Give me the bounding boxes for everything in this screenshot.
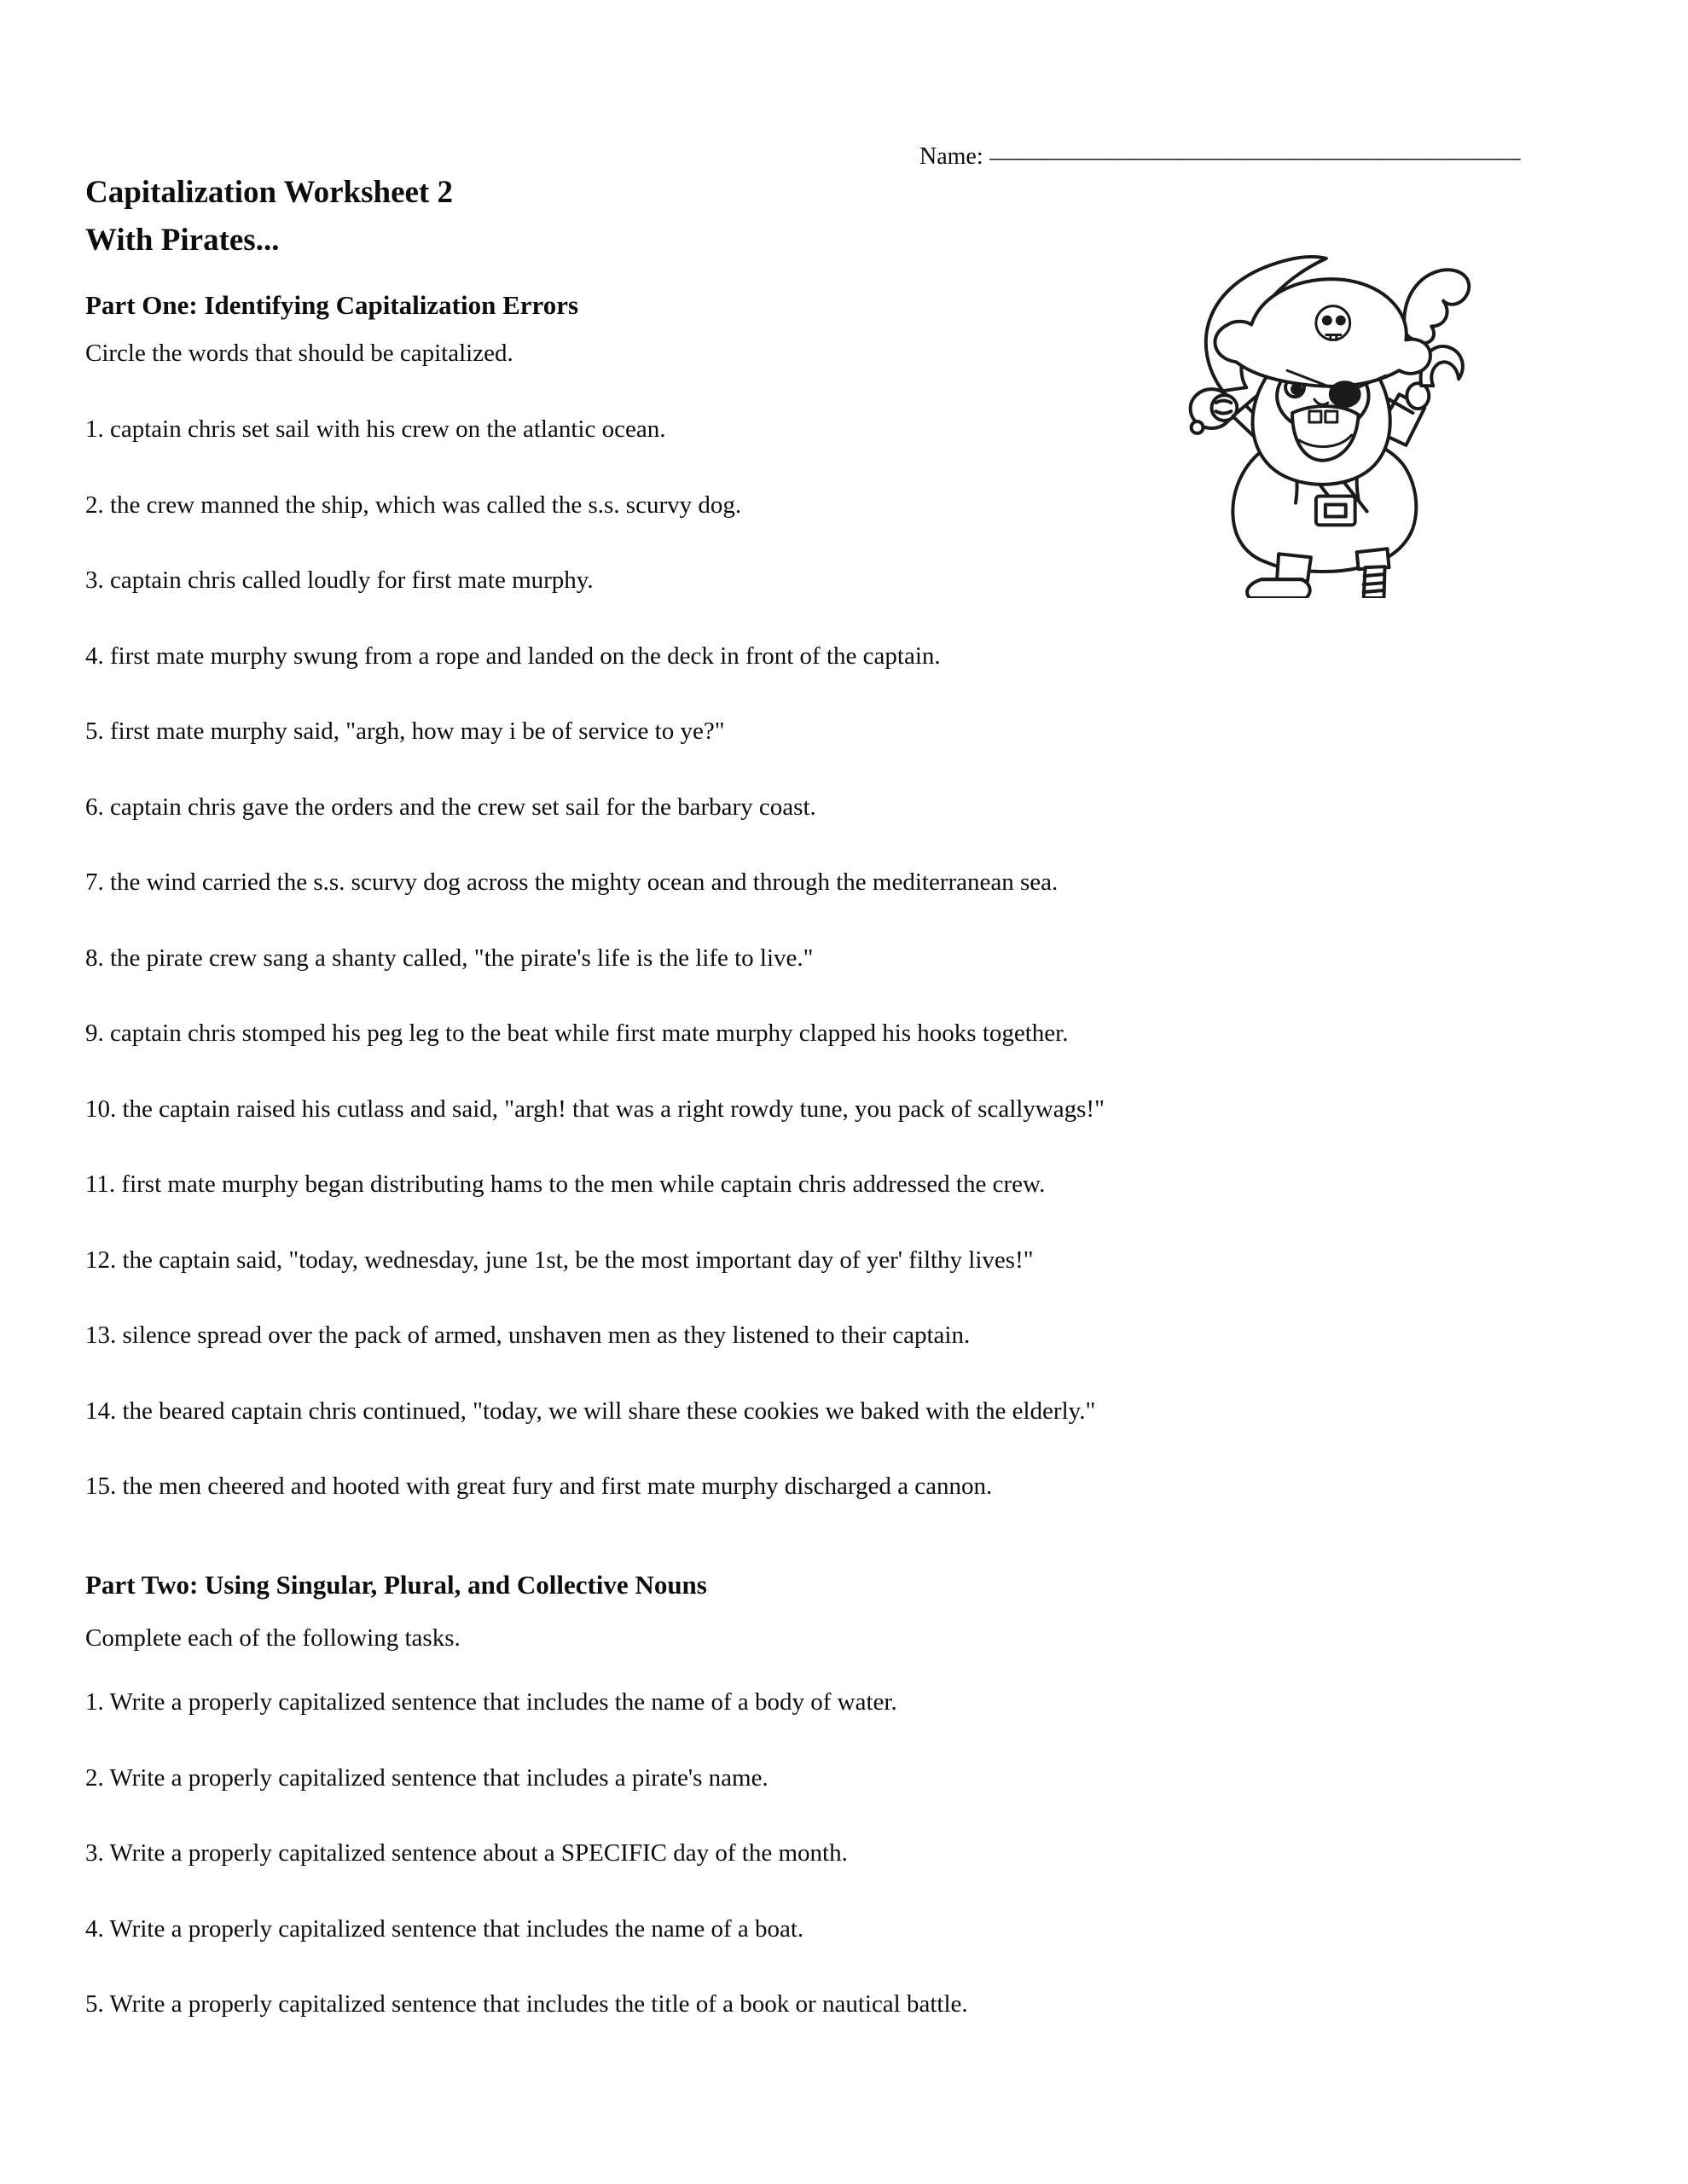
part-one-item-1: 1. captain chris set sail with his crew on the atlantic ocean. bbox=[85, 415, 666, 443]
worksheet-subtitle: With Pirates... bbox=[85, 223, 280, 258]
part-one-item-10: 10. the captain raised his cutlass and said, "argh! that was a right rowdy tune, you pack of scallywags!" bbox=[85, 1095, 1105, 1123]
name-field bbox=[919, 136, 1521, 171]
part-two-item-5: 5. Write a properly capitalized sentence that includes the title of a book or nautical battle. bbox=[85, 1990, 968, 2018]
part-one-item-7: 7. the wind carried the s.s. scurvy dog across the mighty ocean and through the mediterranean sea. bbox=[85, 868, 1059, 896]
worksheet-title: Capitalization Worksheet 2 bbox=[85, 175, 453, 210]
part-one-item-3: 3. captain chris called loudly for first mate murphy. bbox=[85, 566, 594, 594]
part-one-item-11: 11. first mate murphy began distributing hams to the men while captain chris addressed the crew. bbox=[85, 1170, 1046, 1198]
part-two-item-1: 1. Write a properly capitalized sentence that includes the name of a body of water. bbox=[85, 1688, 897, 1716]
part-one-item-5: 5. first mate murphy said, "argh, how may i be of service to ye?" bbox=[85, 717, 725, 745]
part-one-item-2: 2. the crew manned the ship, which was called the s.s. scurvy dog. bbox=[85, 491, 742, 519]
part-two-item-4: 4. Write a properly capitalized sentence that includes the name of a boat. bbox=[85, 1914, 804, 1943]
part-one-item-13: 13. silence spread over the pack of armed, unshaven men as they listened to their captain. bbox=[85, 1321, 971, 1349]
part-one-item-8: 8. the pirate crew sang a shanty called, "the pirate's life is the life to live." bbox=[85, 944, 814, 972]
pirate-illustration bbox=[1119, 241, 1476, 598]
part-one-item-6: 6. captain chris gave the orders and the crew set sail for the barbary coast. bbox=[85, 793, 816, 821]
pirate-line-art bbox=[1119, 241, 1476, 598]
skull-icon bbox=[1316, 306, 1350, 340]
part-one-item-9: 9. captain chris stomped his peg leg to the beat while first mate murphy clapped his hooks together. bbox=[85, 1019, 1069, 1047]
name-label: Name: bbox=[919, 143, 983, 170]
part-two-item-2: 2. Write a properly capitalized sentence that includes a pirate's name. bbox=[85, 1763, 769, 1792]
plume bbox=[1404, 270, 1469, 343]
part-one-item-4: 4. first mate murphy swung from a rope and landed on the deck in front of the captain. bbox=[85, 642, 941, 670]
part-two-item-list bbox=[85, 1687, 1586, 2065]
part-one-heading: Part One: Identifying Capitalization Errors bbox=[85, 290, 579, 320]
part-one-item-14: 14. the beared captain chris continued, "today, we will share these cookies we baked with the elderly." bbox=[85, 1397, 1096, 1425]
part-one-instruction: Circle the words that should be capitalized. bbox=[85, 340, 513, 367]
part-two-item-3: 3. Write a properly capitalized sentence about a SPECIFIC day of the month. bbox=[85, 1839, 848, 1867]
name-blank-line: ___________________________________________ bbox=[989, 136, 1522, 163]
part-one-item-12: 12. the captain said, "today, wednesday, june 1st, be the most important day of yer' filthy lives!" bbox=[85, 1246, 1034, 1274]
page-title bbox=[85, 169, 453, 264]
part-two-instruction: Complete each of the following tasks. bbox=[85, 1624, 461, 1652]
part-one-item-15: 15. the men cheered and hooted with great fury and first mate murphy discharged a cannon. bbox=[85, 1472, 993, 1500]
part-two-heading: Part Two: Using Singular, Plural, and Collective Nouns bbox=[85, 1570, 707, 1600]
